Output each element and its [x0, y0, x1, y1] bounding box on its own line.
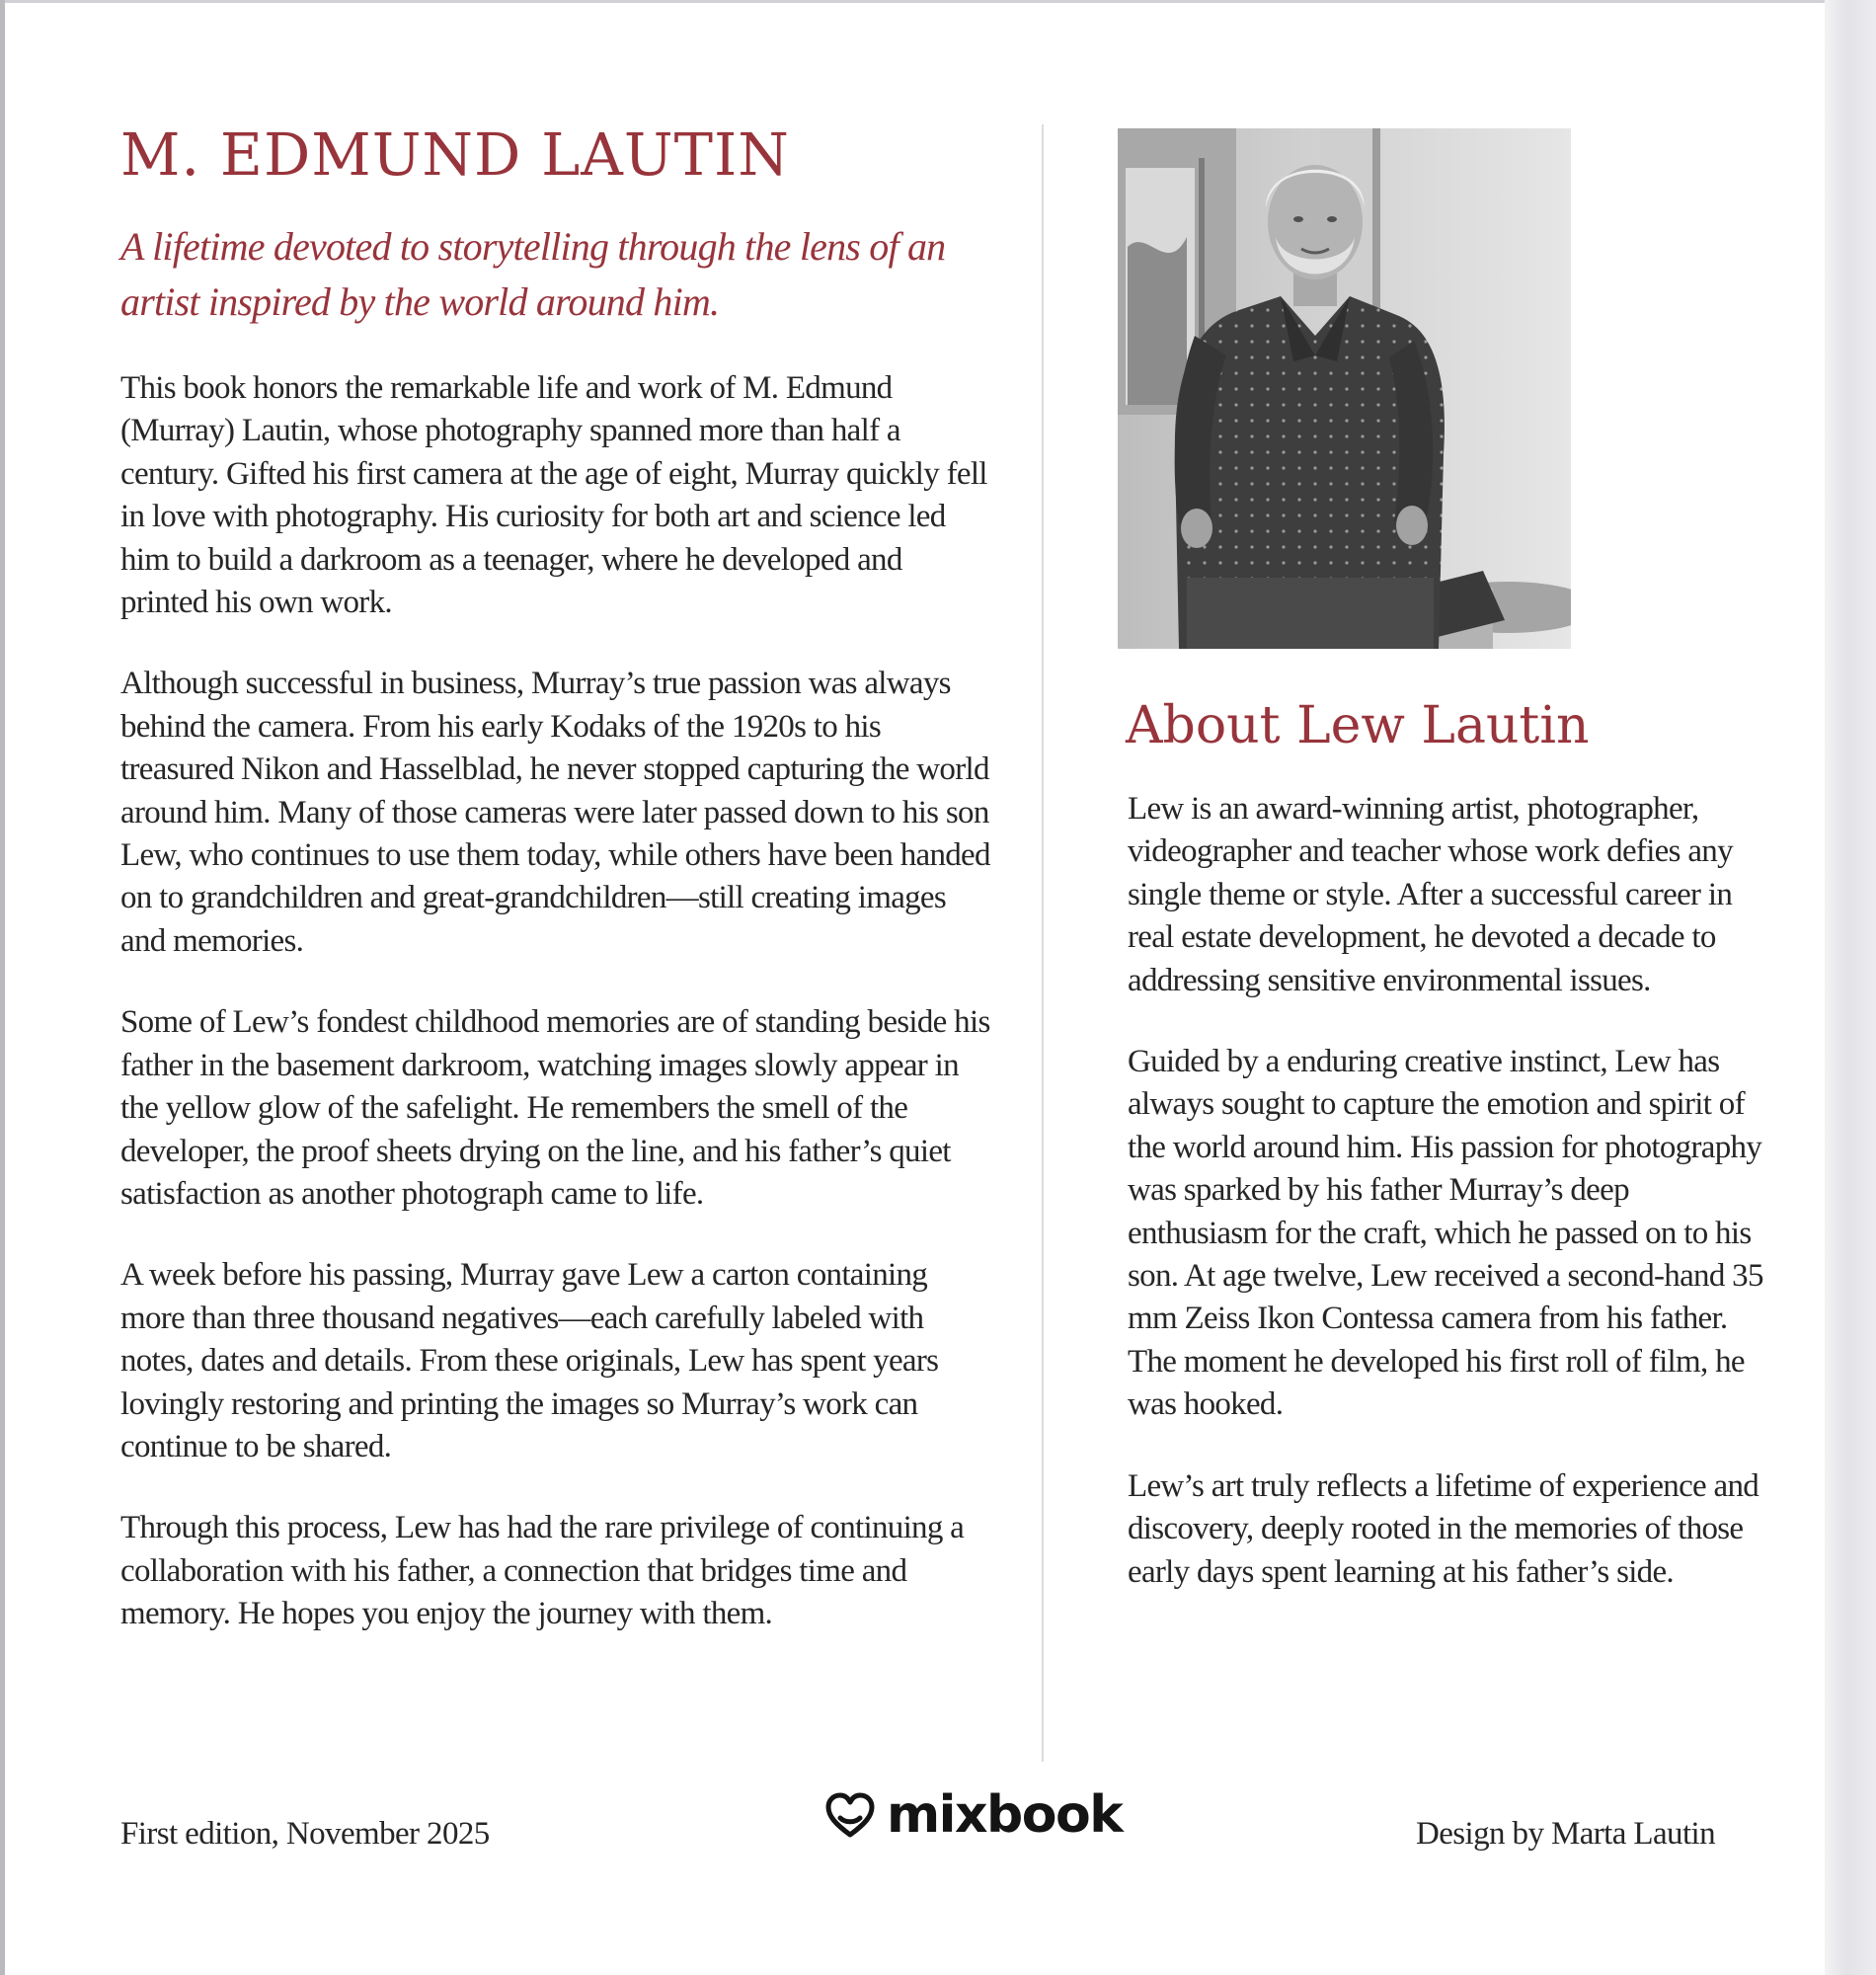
- design-credit: Design by Marta Lautin: [1416, 1816, 1715, 1852]
- right-column: [1128, 788, 1764, 1632]
- page-title: M. EDMUND LAUTIN: [120, 120, 790, 189]
- left-paragraph-1: This book honors the remarkable life and work of M. Edmund (Murray) Lautin, whose photography spanned more than half a century. Gifted his first camera at the age of eight, Murray quickly fell in love with photography. His curiosity for both art and science led him to build a darkroom as a teenager, where he developed and printed his own work.: [120, 370, 987, 621]
- left-paragraph-5: Through this process, Lew has had the rare privilege of continuing a collaboration with his father, a connection that bridges time and memory. He hopes you enjoy the journey with them.: [120, 1510, 965, 1632]
- left-paragraph-2: Although successful in business, Murray’s true passion was always behind the camera. From his early Kodaks of the 1920s to his treasured Nikon and Hasselblad, he never stopped capturing the world around him. Many of those cameras were later passed down to his son Lew, who continues to use them today, while others have been handed on to grandchildren and great-grandchildren—still creating images and memories.: [120, 666, 990, 959]
- right-paragraph-1: Lew is an award-winning artist, photographer, videographer and teacher whose work defies any single theme or style. After a successful career in real estate development, he devoted a decade to addressing sensitive environmental issues.: [1128, 791, 1733, 998]
- left-paragraph-4: A week before his passing, Murray gave Lew a carton containing more than three thousand negatives—each carefully labeled with notes, dates and details. From these originals, Lew has spent years lovingly restoring and printing the images so Murray’s work can continue to be shared.: [120, 1257, 939, 1464]
- column-divider: [1042, 124, 1044, 1762]
- left-paragraph-3: Some of Lew’s fondest childhood memories are of standing beside his father in the basement darkroom, watching images slowly appear in the yellow glow of the safelight. He remembers the smell of the developer, the proof sheets drying on the line, and his father’s quiet satisfaction as another photograph came to life.: [120, 1004, 990, 1212]
- mixbook-logo: [823, 1785, 1122, 1845]
- right-paragraph-3: Lew’s art truly reflects a lifetime of experience and discovery, deeply rooted in the memories of those early days spent learning at his father’s side.: [1128, 1467, 1759, 1590]
- mixbook-wordmark: mixbook: [887, 1785, 1123, 1845]
- scrollbar-track[interactable]: [1825, 0, 1876, 1975]
- right-paragraph-2: Guided by a enduring creative instinct, Lew has always sought to capture the emotion and spirit of the world around him. His passion for photography was sparked by his father Murray’s deep enthusiasm for the craft, which he passed on to his son. At age twelve, Lew received a second-hand 35 mm Zeiss Ikon Contessa camera from his father. The moment he developed his first roll of film, he was hooked.: [1128, 1044, 1763, 1423]
- left-column: [120, 367, 994, 1675]
- heart-outline-icon: [823, 1790, 877, 1840]
- page-tagline: A lifetime devoted to storytelling through the lens of an artist inspired by the world around him.: [120, 224, 946, 324]
- about-heading: About Lew Lautin: [1126, 696, 1590, 755]
- edition-note: First edition, November 2025: [120, 1816, 490, 1852]
- portrait-photo: [1118, 128, 1571, 649]
